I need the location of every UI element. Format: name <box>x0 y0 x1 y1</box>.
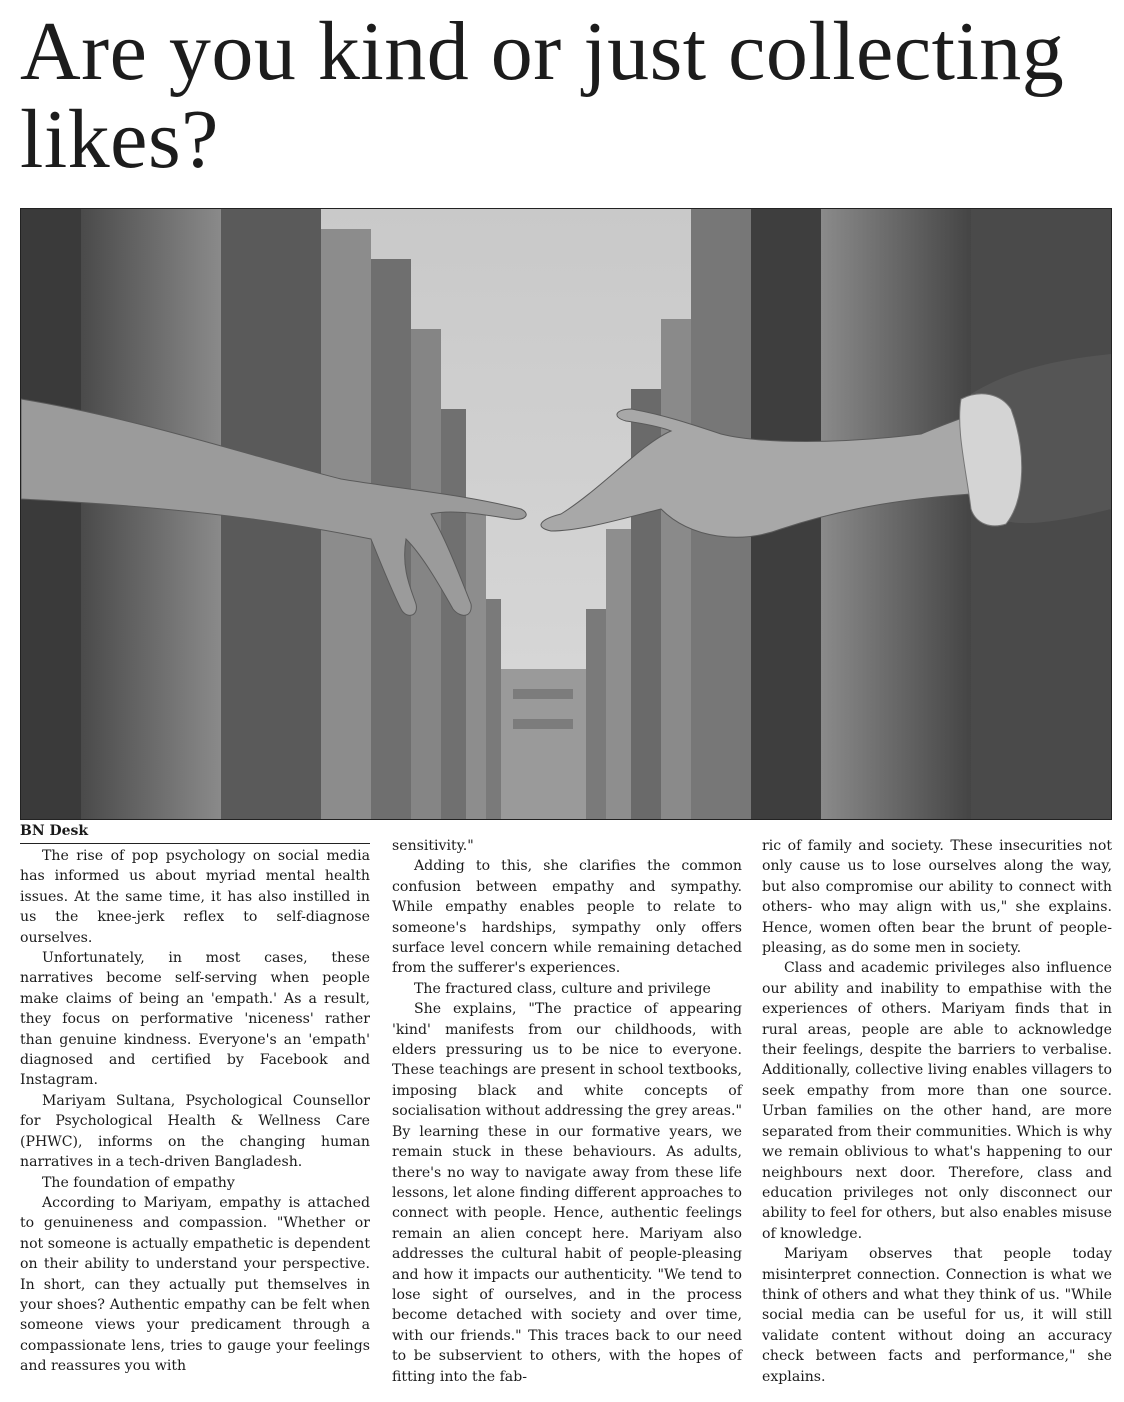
headline: Are you kind or just collecting likes? <box>20 5 1065 186</box>
hands-reaching-image <box>21 209 1111 819</box>
subheading: The foundation of empathy <box>42 1174 235 1191</box>
paragraph: Adding to this, she clarifies the common confusion between empathy and sympathy. While empathy enables people to relate to someone's hardships, sympathy only offers surface level concern while remaining detached from the sufferer's experiences. <box>392 858 742 977</box>
article-column-3 <box>762 836 1112 1387</box>
article-column-2 <box>392 836 742 1387</box>
paragraph: Mariyam observes that people today misinterpret connection. Connection is what we think of others and what they think of us. "While social media can be useful for us, it will still validate content without doing an accuracy check between facts and performance," she explains. <box>762 1246 1112 1385</box>
paragraph: ric of family and society. These insecurities not only cause us to lose ourselves along the way, but also compromise our ability to connect with others- who may align with us," she explains. Hence, women often bear the brunt of people-pleasing, as do some men in society. <box>762 838 1112 957</box>
paragraph: Mariyam Sultana, Psychological Counsellor for Psychological Health & Wellness Care (PHWC), informs on the changing human narratives in a tech-driven Bangladesh. <box>20 1092 370 1171</box>
paragraph: Unfortunately, in most cases, these narratives become self-serving when people make claims of being an 'empath.' As a result, they focus on performative 'niceness' rather than genuine kindness. Everyone's an 'empath' diagnosed and certified by Facebook and Instagram. <box>20 950 370 1089</box>
paragraph: According to Mariyam, empathy is attached to genuineness and compassion. "Whether or not someone is actually empathetic is dependent on their ability to understand your perspective. In short, can they actually put themselves in your shoes? Authentic empathy can be felt when someone views your predicament through a compassionate lens, tries to gauge your feelings and reassures you with <box>20 1194 370 1375</box>
paragraph: sensitivity." <box>392 838 474 854</box>
paragraph: The rise of pop psychology on social media has informed us about myriad mental health issues. At the same time, it has also instilled in us the knee-jerk reflex to self-diagnose ourselves. <box>20 848 370 946</box>
byline: BN Desk <box>20 822 370 844</box>
paragraph: Class and academic privileges also influence our ability and inability to empathise with the experiences of others. Mariyam finds that in rural areas, people are able to acknowledge their feelings, despite the barriers to verbalise. Additionally, collective living enables villagers to seek empathy from more than one source. Urban families on the other hand, are more separated from their communities. Which is why we remain oblivious to what's happening to our neighbours next door. Therefore, class and education privileges not only disconnect our ability to feel for others, but also enables misuse of knowledge. <box>762 960 1112 1242</box>
paragraph: She explains, "The practice of appearing 'kind' manifests from our childhoods, with elders pressuring us to be nice to everyone. These teachings are present in school textbooks, imposing black and white concepts of socialisation without addressing the grey areas." By learning these in our formative years, we remain stuck in these behaviours. As adults, there's no way to navigate away from these life lessons, let alone finding different approaches to connect with people. Hence, authentic feelings remain an alien concept here. Mariyam also addresses the cultural habit of people-pleasing and how it impacts our authenticity. "We tend to lose sight of ourselves, and in the process become detached with society and over time, with our friends." This traces back to our need to be subservient to others, with the hopes of fitting into the fab- <box>392 1001 742 1385</box>
subheading: The fractured class, culture and privilege <box>414 980 711 997</box>
article-column-1 <box>20 822 370 1377</box>
article-photo <box>20 208 1112 820</box>
